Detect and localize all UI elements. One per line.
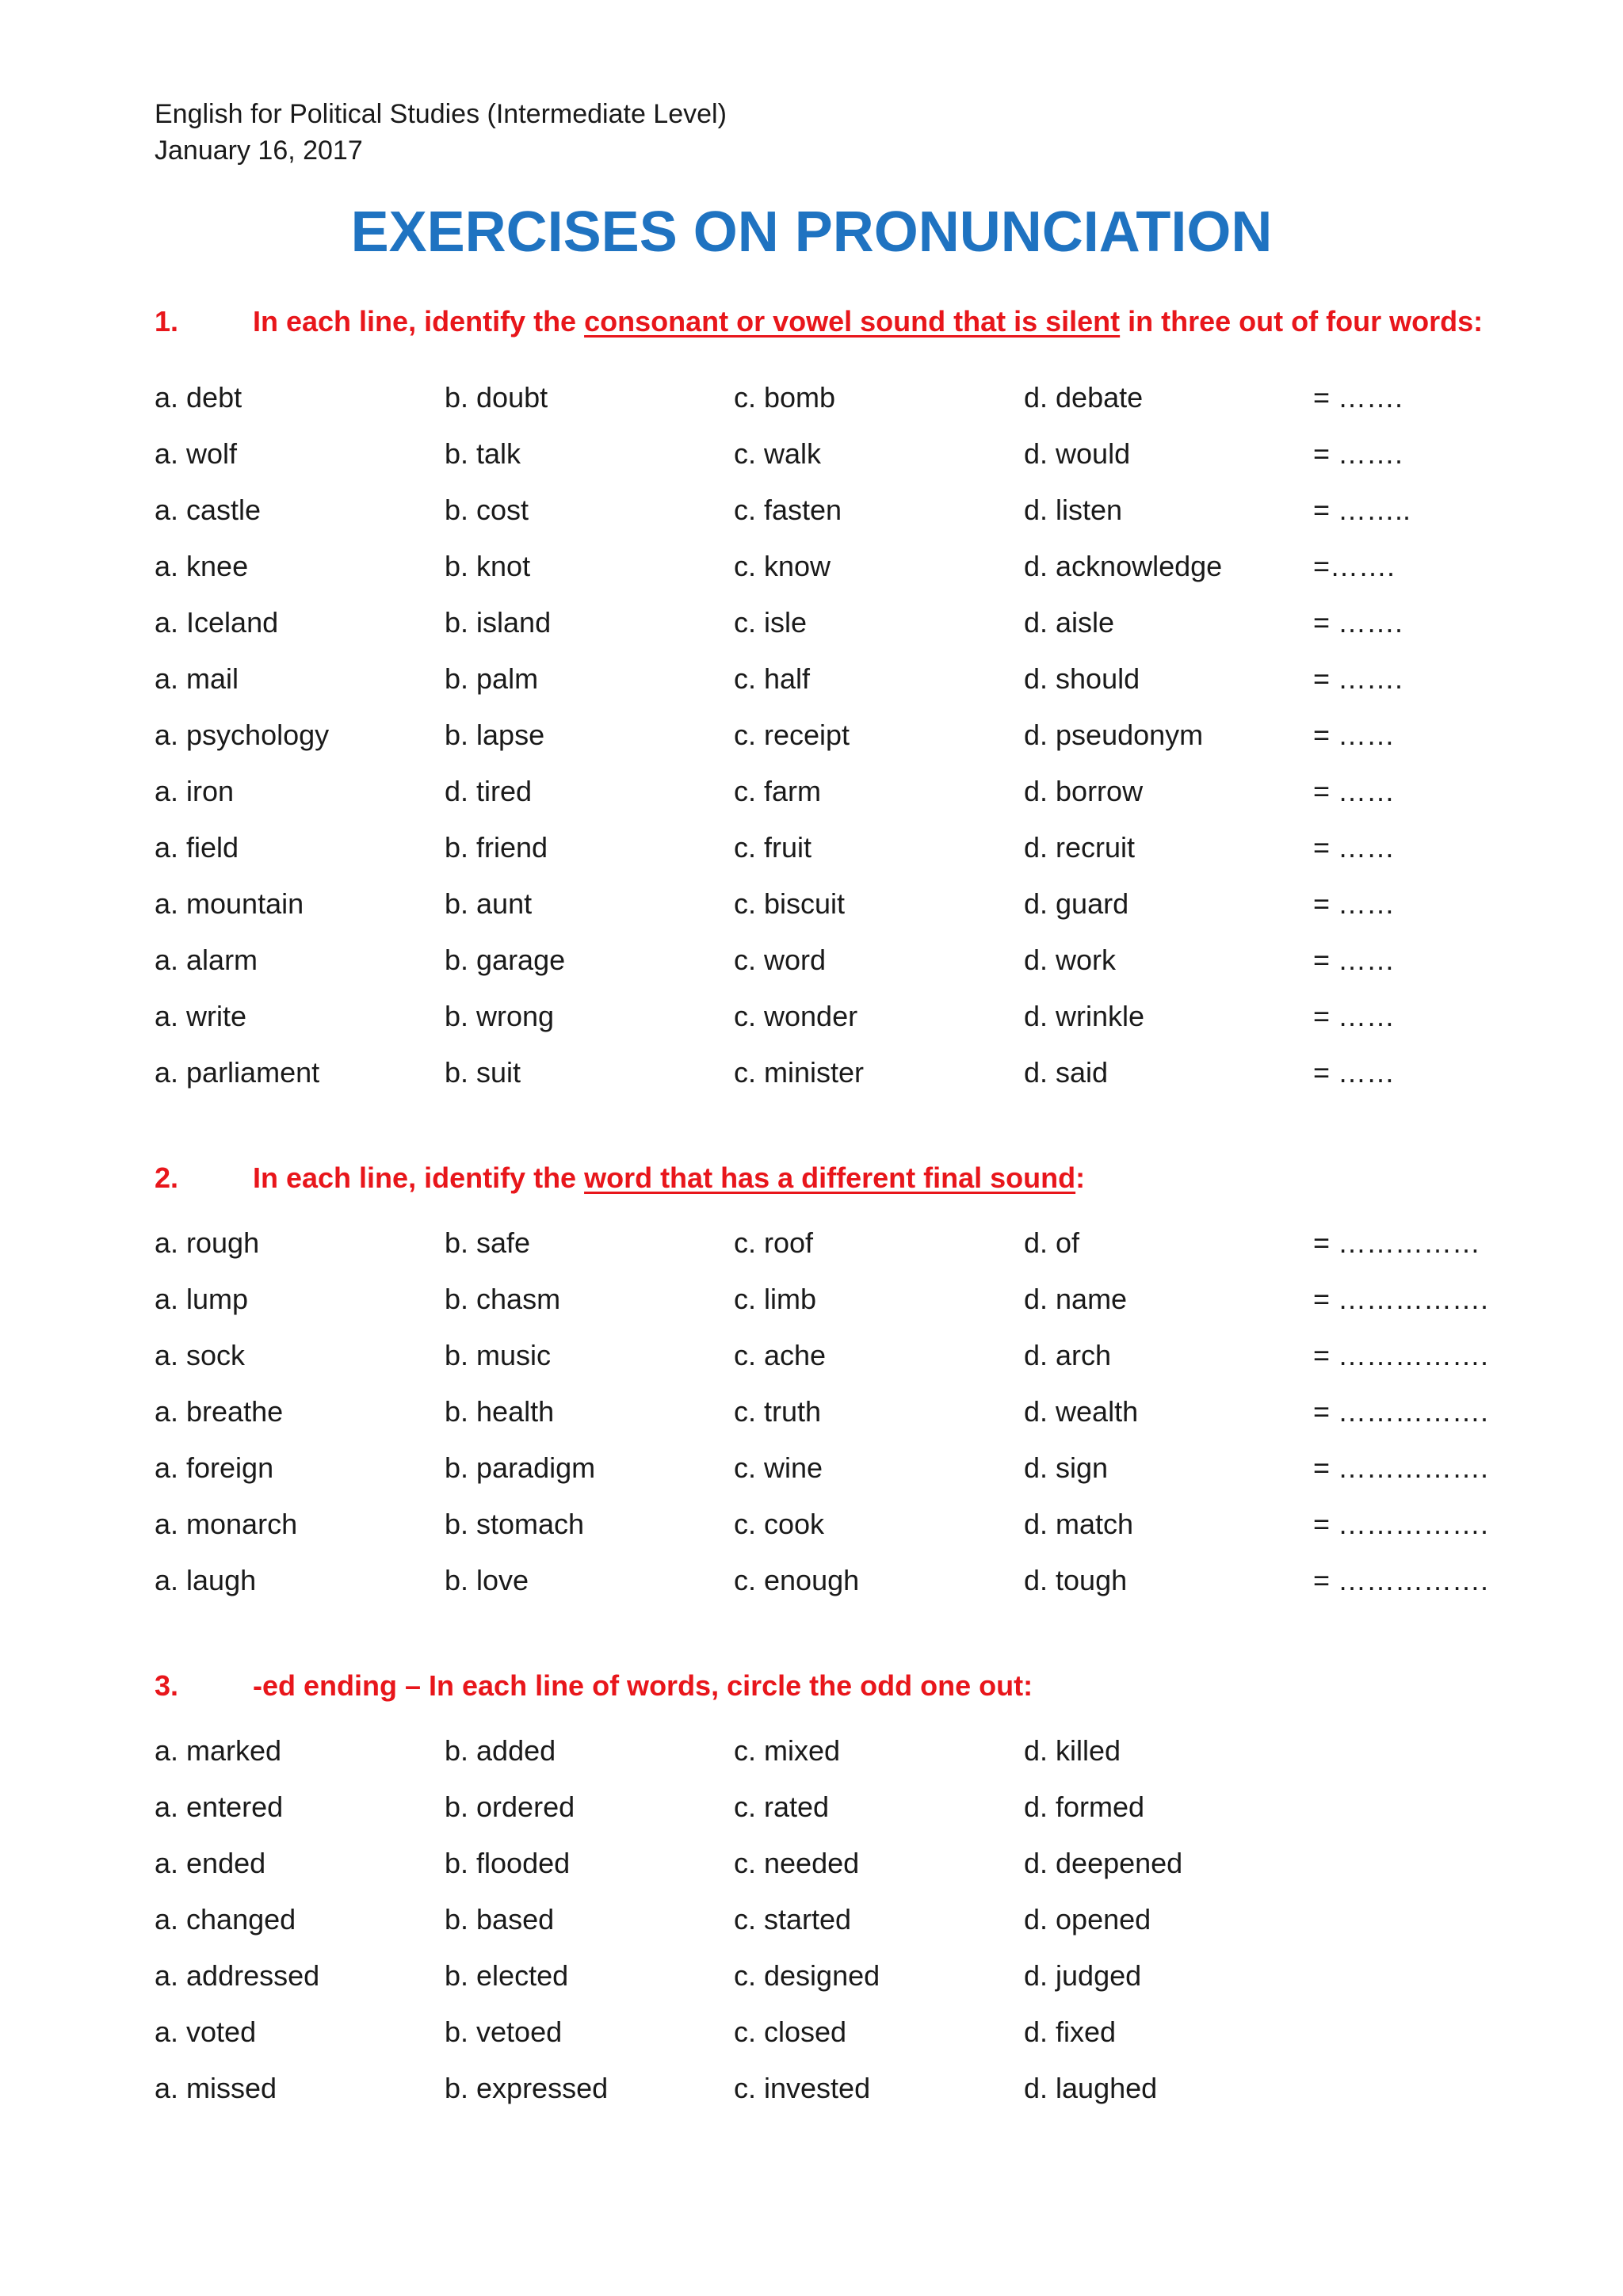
word-option: a. Iceland xyxy=(155,606,279,639)
answer-blank[interactable]: = ……………. xyxy=(1313,1395,1489,1428)
word-option: c. bomb xyxy=(734,381,836,414)
word-option: d. debate xyxy=(1024,381,1144,414)
word-option: b. island xyxy=(445,606,552,639)
word-option: c. truth xyxy=(734,1395,822,1428)
section-instruction: In each line, identify the xyxy=(253,1161,585,1194)
exercise-row xyxy=(155,2015,1533,2071)
word-option: b. talk xyxy=(445,437,521,470)
exercise-row xyxy=(155,718,1533,774)
answer-blank[interactable]: = ……. xyxy=(1313,662,1403,695)
word-option: c. walk xyxy=(734,437,822,470)
word-option: c. minister xyxy=(734,1056,865,1089)
word-option: d. of xyxy=(1024,1226,1080,1259)
exercise-row xyxy=(155,1451,1533,1507)
word-option: d. tired xyxy=(445,775,533,807)
exercise-row xyxy=(155,1055,1533,1112)
word-option: b. expressed xyxy=(445,2072,609,2104)
word-option: a. psychology xyxy=(155,719,330,751)
word-option: c. know xyxy=(734,550,831,582)
answer-blank[interactable]: = …… xyxy=(1313,775,1396,807)
word-option: d. guard xyxy=(1024,887,1129,920)
word-option: c. mixed xyxy=(734,1734,841,1767)
answer-blank[interactable]: = ……………. xyxy=(1313,1339,1489,1371)
word-option: b. aunt xyxy=(445,887,533,920)
exercise-row xyxy=(155,1846,1533,1902)
word-option: a. foreign xyxy=(155,1451,274,1484)
word-option: a. rough xyxy=(155,1226,260,1259)
exercise-row xyxy=(155,1282,1533,1338)
word-option: a. write xyxy=(155,1000,247,1032)
answer-blank[interactable]: = …… xyxy=(1313,719,1396,751)
section-instruction: In each line, identify the xyxy=(253,305,585,338)
word-option: a. alarm xyxy=(155,944,258,976)
word-option: c. fasten xyxy=(734,494,842,526)
answer-blank[interactable]: = ……………. xyxy=(1313,1283,1489,1315)
word-option: b. ordered xyxy=(445,1791,575,1823)
exercise-row xyxy=(155,2071,1533,2127)
word-option: b. lapse xyxy=(445,719,545,751)
word-option: b. garage xyxy=(445,944,566,976)
word-option: c. ache xyxy=(734,1339,827,1371)
word-option: c. fruit xyxy=(734,831,812,864)
page-title: EXERCISES ON PRONUNCIATION xyxy=(350,200,1273,264)
word-option: b. doubt xyxy=(445,381,548,414)
exercise-row xyxy=(155,1226,1533,1282)
section-instruction-end: : xyxy=(1075,1161,1086,1194)
word-option: d. borrow xyxy=(1024,775,1144,807)
word-option: a. debt xyxy=(155,381,242,414)
word-option: c. designed xyxy=(734,1959,880,1992)
exercise-row xyxy=(155,662,1533,718)
answer-blank[interactable]: = ……………. xyxy=(1313,1451,1489,1484)
exercise-row xyxy=(155,1394,1533,1451)
word-option: b. knot xyxy=(445,550,531,582)
exercise-row xyxy=(155,830,1533,887)
document-date: January 16, 2017 xyxy=(155,135,363,166)
word-option: d. acknowledge xyxy=(1024,550,1223,582)
word-option: c. farm xyxy=(734,775,822,807)
word-option: a. iron xyxy=(155,775,235,807)
section-3-heading xyxy=(155,1669,1033,1703)
word-option: d. match xyxy=(1024,1508,1134,1540)
word-option: a. laugh xyxy=(155,1564,257,1596)
word-option: d. arch xyxy=(1024,1339,1112,1371)
word-option: d. opened xyxy=(1024,1903,1151,1936)
section-3-rows xyxy=(155,1733,1533,2127)
word-option: c. rated xyxy=(734,1791,830,1823)
word-option: a. marked xyxy=(155,1734,282,1767)
word-option: c. closed xyxy=(734,2016,847,2048)
answer-blank[interactable]: = ……………. xyxy=(1313,1564,1489,1596)
word-option: b. cost xyxy=(445,494,529,526)
answer-blank[interactable]: = ……. xyxy=(1313,606,1403,639)
word-option: a. ended xyxy=(155,1847,266,1879)
word-option: a. entered xyxy=(155,1791,284,1823)
exercise-row xyxy=(155,1563,1533,1619)
word-option: d. aisle xyxy=(1024,606,1115,639)
word-option: c. wine xyxy=(734,1451,823,1484)
answer-blank[interactable]: = ……. xyxy=(1313,381,1403,414)
word-option: d. wrinkle xyxy=(1024,1000,1145,1032)
word-option: a. wolf xyxy=(155,437,238,470)
word-option: b. chasm xyxy=(445,1283,561,1315)
word-option: c. isle xyxy=(734,606,808,639)
word-option: b. love xyxy=(445,1564,529,1596)
word-option: c. word xyxy=(734,944,827,976)
word-option: b. palm xyxy=(445,662,539,695)
word-option: b. stomach xyxy=(445,1508,585,1540)
word-option: d. wealth xyxy=(1024,1395,1139,1428)
answer-blank[interactable]: = …………… xyxy=(1313,1226,1481,1259)
word-option: a. addressed xyxy=(155,1959,320,1992)
word-option: c. cook xyxy=(734,1508,825,1540)
word-option: a. monarch xyxy=(155,1508,298,1540)
section-2-rows xyxy=(155,1226,1533,1619)
word-option: d. should xyxy=(1024,662,1140,695)
word-option: c. roof xyxy=(734,1226,814,1259)
word-option: a. parliament xyxy=(155,1056,320,1089)
word-option: b. paradigm xyxy=(445,1451,596,1484)
word-option: d. judged xyxy=(1024,1959,1142,1992)
word-option: a. missed xyxy=(155,2072,277,2104)
answer-blank[interactable]: = …… xyxy=(1313,887,1396,920)
exercise-row xyxy=(155,437,1533,493)
exercise-row xyxy=(155,1338,1533,1394)
word-option: d. pseudonym xyxy=(1024,719,1204,751)
section-number: 1. xyxy=(155,305,179,338)
word-option: c. started xyxy=(734,1903,852,1936)
word-option: d. tough xyxy=(1024,1564,1128,1596)
answer-blank[interactable]: = ……………. xyxy=(1313,1508,1489,1540)
word-option: b. friend xyxy=(445,831,548,864)
word-option: a. mountain xyxy=(155,887,304,920)
word-option: d. listen xyxy=(1024,494,1123,526)
exercise-row xyxy=(155,1958,1533,2015)
word-option: d. sign xyxy=(1024,1451,1109,1484)
section-1-heading xyxy=(155,304,1483,339)
word-option: a. breathe xyxy=(155,1395,284,1428)
exercise-row xyxy=(155,1902,1533,1958)
word-option: d. killed xyxy=(1024,1734,1121,1767)
word-option: c. biscuit xyxy=(734,887,846,920)
exercise-row xyxy=(155,380,1533,437)
exercise-row xyxy=(155,887,1533,943)
word-option: c. half xyxy=(734,662,811,695)
word-option: d. would xyxy=(1024,437,1131,470)
word-option: d. laughed xyxy=(1024,2072,1158,2104)
word-option: c. receipt xyxy=(734,719,850,751)
answer-blank[interactable]: = ……. xyxy=(1313,437,1403,470)
section-number: 3. xyxy=(155,1669,179,1702)
word-option: b. health xyxy=(445,1395,555,1428)
word-option: d. fixed xyxy=(1024,2016,1117,2048)
exercise-row xyxy=(155,493,1533,549)
exercise-row xyxy=(155,605,1533,662)
word-option: b. wrong xyxy=(445,1000,555,1032)
word-option: d. said xyxy=(1024,1056,1109,1089)
exercise-row xyxy=(155,1790,1533,1846)
course-name: English for Political Studies (Intermediate Level) xyxy=(155,99,727,129)
word-option: a. sock xyxy=(155,1339,246,1371)
section-instruction: -ed ending – In each line of words, circle the odd one out: xyxy=(253,1669,1033,1702)
section-instruction-underlined: consonant or vowel sound that is silent xyxy=(584,305,1121,338)
word-option: a. castle xyxy=(155,494,262,526)
word-option: d. deepened xyxy=(1024,1847,1183,1879)
answer-blank[interactable]: =……. xyxy=(1313,550,1396,582)
word-option: b. music xyxy=(445,1339,552,1371)
exercise-row xyxy=(155,943,1533,999)
section-instruction-end: in three out of four words: xyxy=(1120,305,1484,338)
word-option: d. recruit xyxy=(1024,831,1136,864)
word-option: b. vetoed xyxy=(445,2016,563,2048)
exercise-row xyxy=(155,999,1533,1055)
section-number: 2. xyxy=(155,1161,179,1194)
word-option: b. added xyxy=(445,1734,556,1767)
word-option: a. knee xyxy=(155,550,249,582)
word-option: c. invested xyxy=(734,2072,871,2104)
word-option: d. name xyxy=(1024,1283,1128,1315)
exercise-row xyxy=(155,549,1533,605)
word-option: c. needed xyxy=(734,1847,860,1879)
exercise-row xyxy=(155,774,1533,830)
answer-blank[interactable]: = …… xyxy=(1313,831,1396,864)
word-option: c. wonder xyxy=(734,1000,858,1032)
word-option: b. flooded xyxy=(445,1847,571,1879)
word-option: b. elected xyxy=(445,1959,569,1992)
section-instruction-underlined: word that has a different final sound xyxy=(584,1161,1076,1194)
answer-blank[interactable]: = …… xyxy=(1313,1056,1396,1089)
word-option: b. based xyxy=(445,1903,555,1936)
section-1-rows xyxy=(155,380,1533,1112)
word-option: a. mail xyxy=(155,662,239,695)
exercise-row xyxy=(155,1507,1533,1563)
word-option: a. lump xyxy=(155,1283,249,1315)
word-option: c. limb xyxy=(734,1283,817,1315)
word-option: a. voted xyxy=(155,2016,257,2048)
word-option: b. suit xyxy=(445,1056,521,1089)
answer-blank[interactable]: = …….. xyxy=(1313,494,1411,526)
word-option: a. changed xyxy=(155,1903,296,1936)
word-option: d. work xyxy=(1024,944,1117,976)
answer-blank[interactable]: = …… xyxy=(1313,1000,1396,1032)
word-option: c. enough xyxy=(734,1564,860,1596)
section-2-heading xyxy=(155,1161,1085,1196)
word-option: b. safe xyxy=(445,1226,531,1259)
word-option: d. formed xyxy=(1024,1791,1145,1823)
answer-blank[interactable]: = …… xyxy=(1313,944,1396,976)
word-option: a. field xyxy=(155,831,239,864)
exercise-row xyxy=(155,1733,1533,1790)
